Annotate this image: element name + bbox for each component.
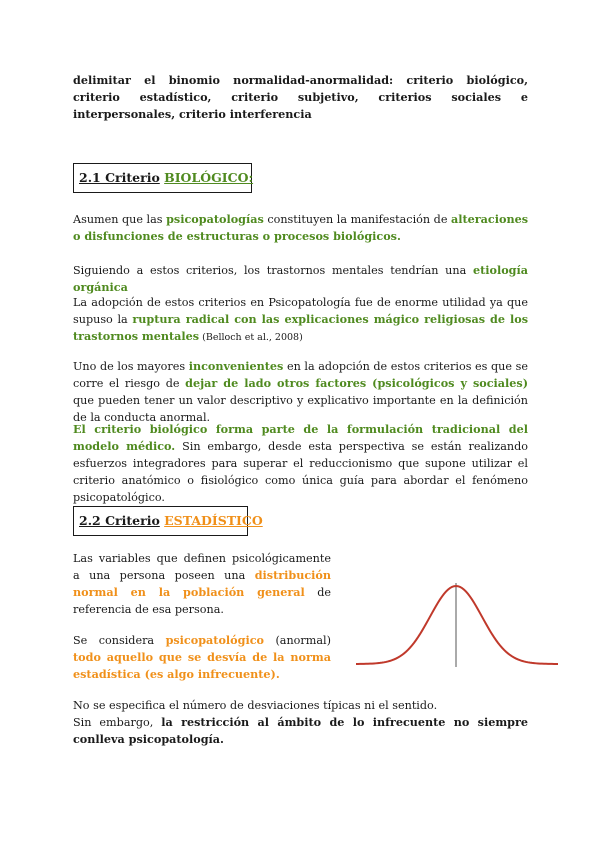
biologico-paragraph-3: La adopción de estos criterios en Psicopatología fue de enorme utilidad ya que supuso la ruptura radical con las explicaciones mágico religiosas de los trastornos mentales (Belloch et al., 2008) [73, 296, 528, 343]
estadistico-paragraph-2: Se considera psicopatológico (anormal) todo aquello que se desvía de la norma estadística (es algo infrecuente). [73, 633, 331, 681]
estadistico-paragraph-4: Sin embargo, la restricción al ámbito de lo infrecuente no siempre conlleva psicopatología. [73, 715, 528, 746]
section-heading-estadistico [73, 506, 263, 536]
intro-paragraph: delimitar el binomio normalidad-anormalidad: criterio biológico, criterio estadístico, criterio subjetivo, criterios sociales e interpersonales, criterio interferencia [73, 73, 528, 121]
biologico-paragraph-2: Siguiendo a estos criterios, los trastornos mentales tendrían una etiología orgánica [73, 263, 528, 294]
biologico-paragraph-1: Asumen que las psicopatologías constituyen la manifestación de alteraciones o disfunciones de estructuras o procesos biológicos. [73, 212, 529, 243]
section-title: ESTADÍSTICO [164, 513, 263, 528]
section-number: 2.2 Criterio [79, 513, 160, 528]
biologico-paragraph-4: Uno de los mayores inconvenientes en la adopción de estos criterios es que se corre el riesgo de dejar de lado otros factores (psicológicos y sociales) que pueden tener un valor descriptivo y explicativo importante en la definición de la conducta anormal. [73, 359, 529, 424]
normal-distribution-curve [356, 575, 558, 671]
section-title: BIOLÓGICO: [164, 170, 254, 185]
section-heading-biologico [73, 163, 252, 193]
biologico-paragraph-5: El criterio biológico forma parte de la formulación tradicional del modelo médico. Sin embargo, desde esta perspectiva se están realizando esfuerzos integradores para superar el reduccionismo que supone utilizar el criterio anatómico o fisiológico como única guía para abordar el fenómeno psicopatológico. [73, 422, 528, 504]
estadistico-paragraph-3: No se especifica el número de desviaciones típicas ni el sentido. [73, 699, 438, 712]
bell-curve [356, 586, 558, 664]
section-number: 2.1 Criterio [79, 170, 160, 185]
estadistico-paragraph-1: Las variables que definen psicológicamente a una persona poseen una distribución normal en la población general de referencia de esa persona. [73, 552, 331, 616]
